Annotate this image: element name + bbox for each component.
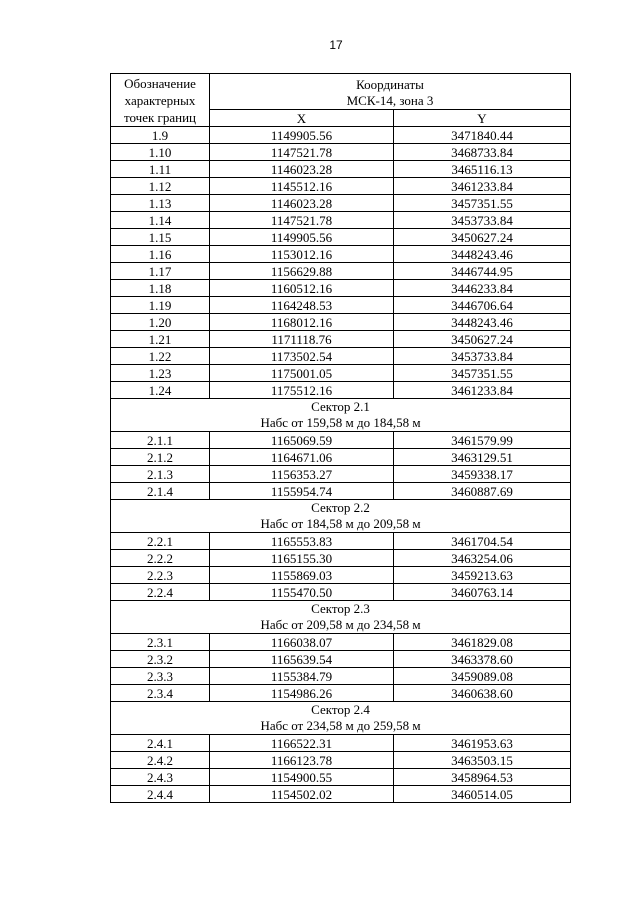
table-row xyxy=(111,127,571,144)
x-coordinate-cell: 1164248.53 xyxy=(210,297,394,314)
y-coordinate-cell: 3450627.24 xyxy=(394,229,571,246)
point-id-cell: 1.23 xyxy=(111,365,210,382)
x-column-header: X xyxy=(210,110,394,127)
x-coordinate-cell: 1154900.55 xyxy=(210,769,394,786)
coordinates-header xyxy=(210,74,571,110)
x-coordinate-cell: 1165639.54 xyxy=(210,651,394,668)
point-id-cell: 2.3.3 xyxy=(111,668,210,685)
table-header xyxy=(111,74,571,127)
point-id-cell: 1.24 xyxy=(111,382,210,399)
table-body xyxy=(111,127,571,803)
point-id-cell: 2.4.1 xyxy=(111,735,210,752)
x-coordinate-cell: 1156353.27 xyxy=(210,466,394,483)
sector-header-row xyxy=(111,702,571,735)
y-coordinate-cell: 3446233.84 xyxy=(394,280,571,297)
point-id-cell: 1.20 xyxy=(111,314,210,331)
x-coordinate-cell: 1146023.28 xyxy=(210,195,394,212)
table-row xyxy=(111,752,571,769)
y-coordinate-cell: 3448243.46 xyxy=(394,314,571,331)
sector-title: Сектор 2.1 xyxy=(311,399,370,414)
sector-header xyxy=(111,601,571,634)
table-row xyxy=(111,685,571,702)
coordinate-system: МСК-14, зона 3 xyxy=(346,93,434,108)
table-row xyxy=(111,668,571,685)
table-row xyxy=(111,735,571,752)
point-id-cell: 1.12 xyxy=(111,178,210,195)
x-coordinate-cell: 1165069.59 xyxy=(210,432,394,449)
y-coordinate-cell: 3446706.64 xyxy=(394,297,571,314)
point-id-cell: 1.11 xyxy=(111,161,210,178)
table-row xyxy=(111,634,571,651)
point-id-cell: 2.2.4 xyxy=(111,584,210,601)
designation-header xyxy=(111,74,210,127)
sector-title: Сектор 2.2 xyxy=(311,500,370,515)
y-coordinate-cell: 3461579.99 xyxy=(394,432,571,449)
table-row xyxy=(111,584,571,601)
table-row xyxy=(111,280,571,297)
x-coordinate-cell: 1166522.31 xyxy=(210,735,394,752)
table-row xyxy=(111,432,571,449)
x-coordinate-cell: 1155869.03 xyxy=(210,567,394,584)
table-row xyxy=(111,161,571,178)
y-coordinate-cell: 3460887.69 xyxy=(394,483,571,500)
table-row xyxy=(111,769,571,786)
x-coordinate-cell: 1166123.78 xyxy=(210,752,394,769)
y-coordinate-cell: 3450627.24 xyxy=(394,331,571,348)
point-id-cell: 2.2.3 xyxy=(111,567,210,584)
x-coordinate-cell: 1164671.06 xyxy=(210,449,394,466)
x-coordinate-cell: 1156629.88 xyxy=(210,263,394,280)
y-coordinate-cell: 3461233.84 xyxy=(394,178,571,195)
table-row xyxy=(111,348,571,365)
y-coordinate-cell: 3465116.13 xyxy=(394,161,571,178)
y-coordinate-cell: 3448243.46 xyxy=(394,246,571,263)
sector-header-row xyxy=(111,500,571,533)
sector-header xyxy=(111,702,571,735)
sector-header xyxy=(111,500,571,533)
table-row xyxy=(111,550,571,567)
table-row xyxy=(111,212,571,229)
table-row xyxy=(111,297,571,314)
table-row xyxy=(111,365,571,382)
x-coordinate-cell: 1146023.28 xyxy=(210,161,394,178)
y-coordinate-cell: 3463129.51 xyxy=(394,449,571,466)
table-row xyxy=(111,382,571,399)
y-coordinate-cell: 3463254.06 xyxy=(394,550,571,567)
point-id-cell: 2.3.4 xyxy=(111,685,210,702)
point-id-cell: 1.13 xyxy=(111,195,210,212)
point-id-cell: 2.4.2 xyxy=(111,752,210,769)
x-coordinate-cell: 1154986.26 xyxy=(210,685,394,702)
x-coordinate-cell: 1166038.07 xyxy=(210,634,394,651)
table-row xyxy=(111,314,571,331)
y-coordinate-cell: 3459089.08 xyxy=(394,668,571,685)
y-coordinate-cell: 3471840.44 xyxy=(394,127,571,144)
point-id-cell: 2.1.2 xyxy=(111,449,210,466)
page-number: 17 xyxy=(329,38,343,52)
table-row xyxy=(111,331,571,348)
y-coordinate-cell: 3461829.08 xyxy=(394,634,571,651)
y-coordinate-cell: 3458964.53 xyxy=(394,769,571,786)
designation-line: точек границ xyxy=(123,109,197,125)
y-coordinate-cell: 3461704.54 xyxy=(394,533,571,550)
x-coordinate-cell: 1155384.79 xyxy=(210,668,394,685)
table-row xyxy=(111,483,571,500)
coordinates-title: Координаты xyxy=(356,77,424,92)
x-coordinate-cell: 1160512.16 xyxy=(210,280,394,297)
x-coordinate-cell: 1145512.16 xyxy=(210,178,394,195)
table-row xyxy=(111,786,571,803)
x-coordinate-cell: 1149905.56 xyxy=(210,229,394,246)
table-row xyxy=(111,246,571,263)
sector-elevation-range: Набс от 159,58 м до 184,58 м xyxy=(260,415,421,430)
point-id-cell: 2.1.3 xyxy=(111,466,210,483)
point-id-cell: 2.3.2 xyxy=(111,651,210,668)
table-row xyxy=(111,651,571,668)
sector-elevation-range: Набс от 209,58 м до 234,58 м xyxy=(260,617,421,632)
sector-elevation-range: Набс от 234,58 м до 259,58 м xyxy=(260,718,421,733)
point-id-cell: 2.4.4 xyxy=(111,786,210,803)
y-coordinate-cell: 3461233.84 xyxy=(394,382,571,399)
x-coordinate-cell: 1165553.83 xyxy=(210,533,394,550)
point-id-cell: 2.1.1 xyxy=(111,432,210,449)
point-id-cell: 1.21 xyxy=(111,331,210,348)
x-coordinate-cell: 1149905.56 xyxy=(210,127,394,144)
y-coordinate-cell: 3463503.15 xyxy=(394,752,571,769)
x-coordinate-cell: 1171118.76 xyxy=(210,331,394,348)
x-coordinate-cell: 1154502.02 xyxy=(210,786,394,803)
point-id-cell: 1.10 xyxy=(111,144,210,161)
point-id-cell: 1.9 xyxy=(111,127,210,144)
y-coordinate-cell: 3460763.14 xyxy=(394,584,571,601)
point-id-cell: 2.4.3 xyxy=(111,769,210,786)
y-coordinate-cell: 3459338.17 xyxy=(394,466,571,483)
x-coordinate-cell: 1147521.78 xyxy=(210,212,394,229)
y-coordinate-cell: 3461953.63 xyxy=(394,735,571,752)
y-coordinate-cell: 3460514.05 xyxy=(394,786,571,803)
x-coordinate-cell: 1173502.54 xyxy=(210,348,394,365)
point-id-cell: 1.19 xyxy=(111,297,210,314)
x-coordinate-cell: 1155954.74 xyxy=(210,483,394,500)
y-coordinate-cell: 3457351.55 xyxy=(394,195,571,212)
x-coordinate-cell: 1175512.16 xyxy=(210,382,394,399)
y-coordinate-cell: 3453733.84 xyxy=(394,212,571,229)
table-row xyxy=(111,533,571,550)
point-id-cell: 2.2.1 xyxy=(111,533,210,550)
y-coordinate-cell: 3463378.60 xyxy=(394,651,571,668)
table-row xyxy=(111,449,571,466)
table-row xyxy=(111,195,571,212)
point-id-cell: 2.2.2 xyxy=(111,550,210,567)
point-id-cell: 1.15 xyxy=(111,229,210,246)
y-coordinate-cell: 3460638.60 xyxy=(394,685,571,702)
point-id-cell: 1.18 xyxy=(111,280,210,297)
sector-header-row xyxy=(111,601,571,634)
x-coordinate-cell: 1147521.78 xyxy=(210,144,394,161)
x-coordinate-cell: 1153012.16 xyxy=(210,246,394,263)
table-row xyxy=(111,178,571,195)
y-coordinate-cell: 3459213.63 xyxy=(394,567,571,584)
point-id-cell: 2.3.1 xyxy=(111,634,210,651)
designation-line: Обозначение xyxy=(124,75,196,91)
y-coordinate-cell: 3446744.95 xyxy=(394,263,571,280)
point-id-cell: 1.17 xyxy=(111,263,210,280)
designation-line: характерных xyxy=(124,92,196,108)
sector-title: Сектор 2.3 xyxy=(311,601,370,616)
table-row xyxy=(111,466,571,483)
sector-header xyxy=(111,399,571,432)
x-coordinate-cell: 1155470.50 xyxy=(210,584,394,601)
y-coordinate-cell: 3468733.84 xyxy=(394,144,571,161)
x-coordinate-cell: 1165155.30 xyxy=(210,550,394,567)
y-coordinate-cell: 3453733.84 xyxy=(394,348,571,365)
table-row xyxy=(111,144,571,161)
table-row xyxy=(111,229,571,246)
table-row xyxy=(111,567,571,584)
y-column-header: Y xyxy=(394,110,571,127)
point-id-cell: 1.14 xyxy=(111,212,210,229)
point-id-cell: 1.22 xyxy=(111,348,210,365)
x-coordinate-cell: 1175001.05 xyxy=(210,365,394,382)
y-coordinate-cell: 3457351.55 xyxy=(394,365,571,382)
sector-elevation-range: Набс от 184,58 м до 209,58 м xyxy=(260,516,421,531)
point-id-cell: 1.16 xyxy=(111,246,210,263)
sector-header-row xyxy=(111,399,571,432)
coordinates-table xyxy=(110,73,571,803)
sector-title: Сектор 2.4 xyxy=(311,702,370,717)
point-id-cell: 2.1.4 xyxy=(111,483,210,500)
x-coordinate-cell: 1168012.16 xyxy=(210,314,394,331)
table-row xyxy=(111,263,571,280)
